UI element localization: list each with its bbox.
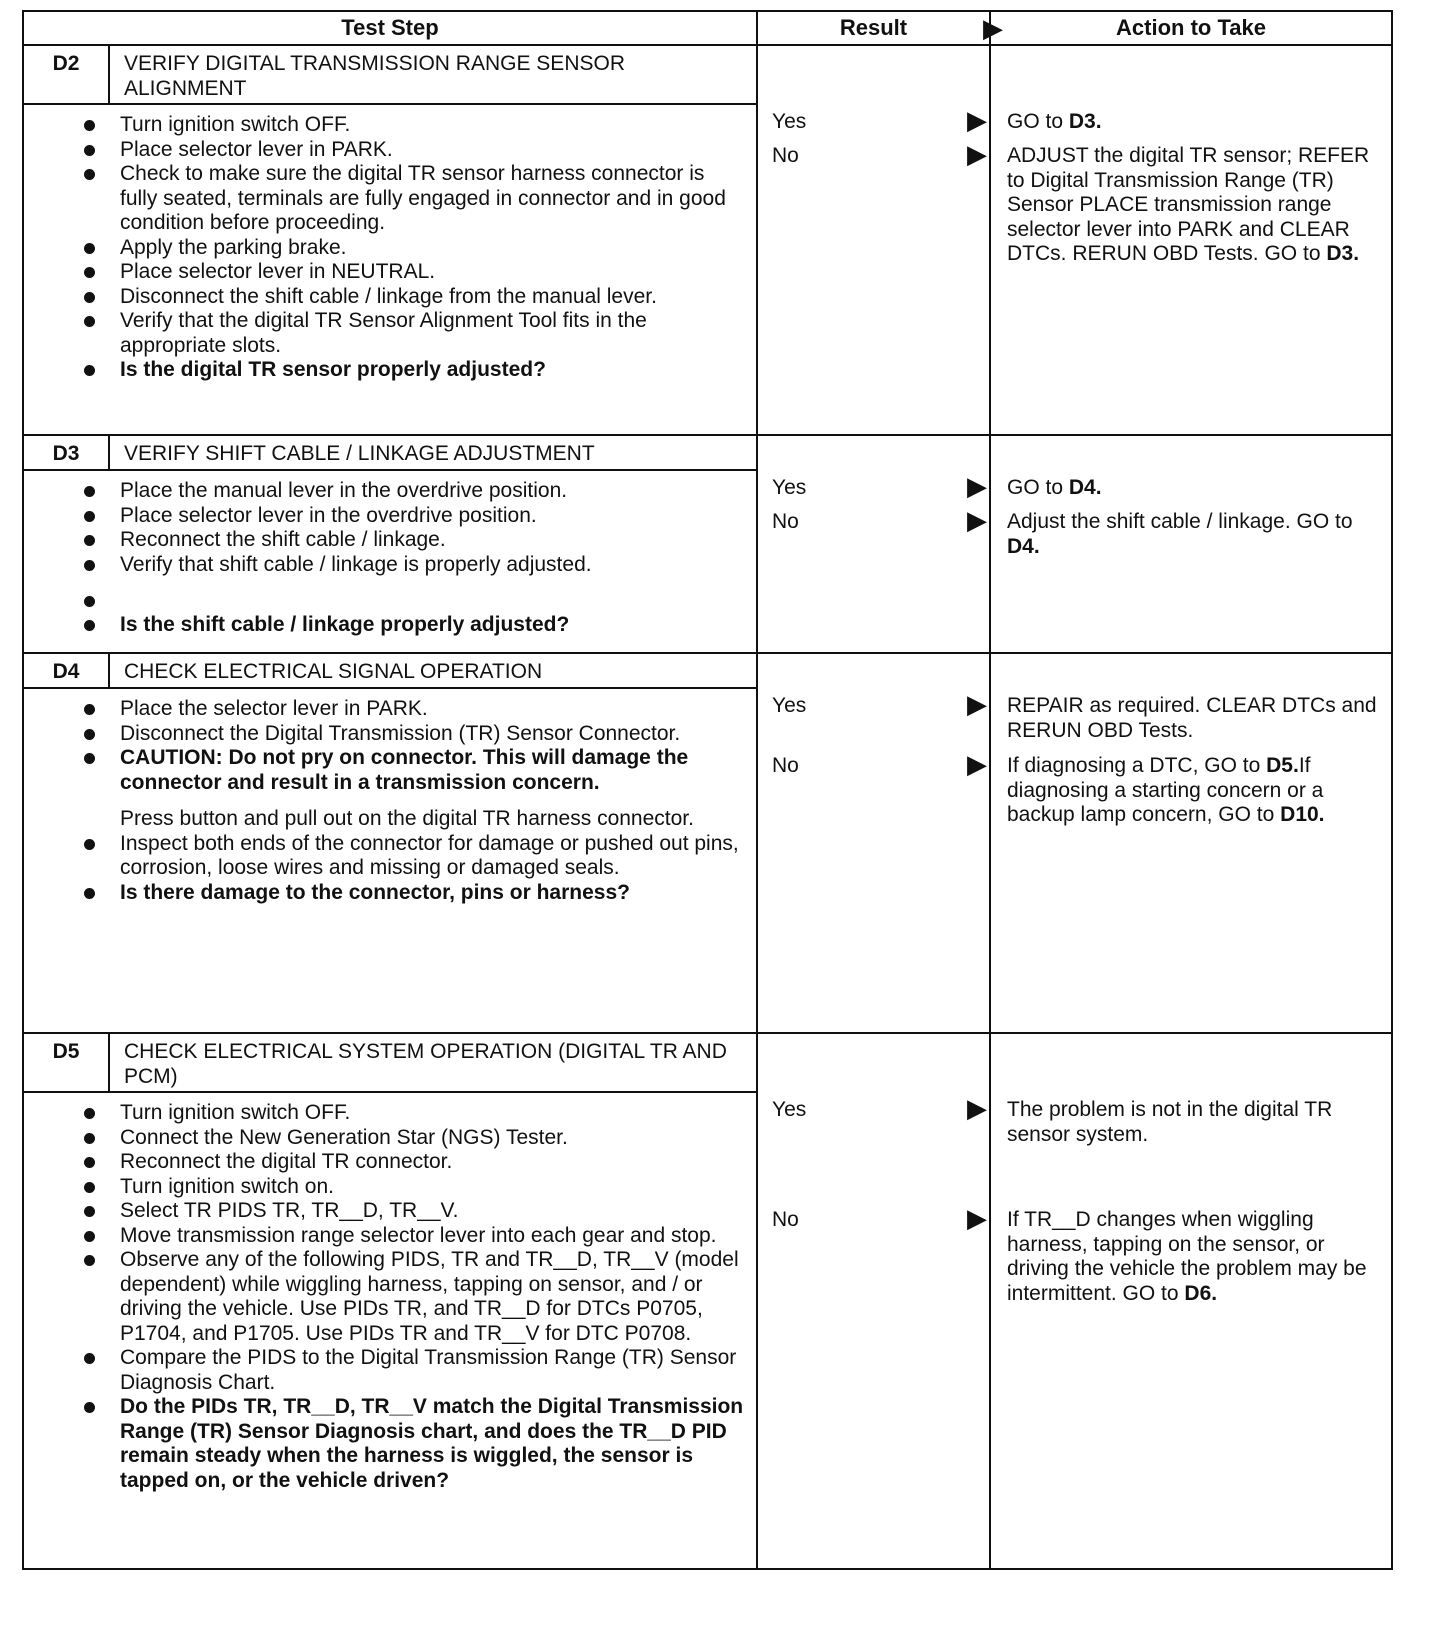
step-id: D5 [24, 1034, 110, 1091]
bullet: Place selector lever in PARK. [120, 138, 744, 163]
header-action: Action to Take [990, 11, 1392, 45]
arrow-right-icon: ▶ [967, 505, 987, 535]
bullet: Select TR PIDS TR, TR__D, TR__V. [120, 1199, 744, 1224]
action-no: Adjust the shift cable / linkage. GO to D4. [1007, 510, 1353, 558]
bullet: Turn ignition switch on. [120, 1175, 744, 1200]
step-header [24, 46, 756, 105]
action-cell [990, 1033, 1392, 1569]
action-cell [990, 435, 1392, 653]
step-title: CHECK ELECTRICAL SIGNAL OPERATION [124, 660, 543, 683]
step-id: D4 [24, 654, 110, 687]
bullet: Place the selector lever in PARK. [120, 697, 744, 722]
bullet: Observe any of the following PIDS, TR and TR__D, TR__V (model dependent) while wiggling harness, tapping on sensor, and / or driving the vehicle. Use PIDs TR, and TR__D for DTCs P0705, P1704, and P1705. Use PIDs TR and TR__V for DTC P0708. [120, 1248, 744, 1346]
bullet: Connect the New Generation Star (NGS) Tester. [120, 1126, 744, 1151]
step-id: D3 [24, 436, 110, 469]
diagnostic-table [22, 10, 1393, 1570]
bullet-empty [120, 589, 744, 613]
arrow-right-icon: ▶ [967, 689, 987, 719]
test-step-cell [23, 1033, 757, 1569]
step-id: D2 [24, 46, 110, 103]
result-no: No [772, 1208, 799, 1231]
test-step-cell [23, 435, 757, 653]
result-no: No [772, 144, 799, 167]
bullet: Check to make sure the digital TR sensor harness connector is fully seated, terminals are fully engaged in connector and in good condition before proceeding. [120, 162, 744, 236]
bullet: Inspect both ends of the connector for damage or pushed out pins, corrosion, loose wires and missing or damaged seals. [120, 832, 744, 881]
action-cell [990, 653, 1392, 1033]
step-row-d3 [23, 435, 1392, 653]
header-result [757, 11, 1003, 45]
bullet-question: Is there damage to the connector, pins or harness? [120, 881, 744, 906]
step-header [24, 1034, 756, 1093]
bullet: Move transmission range selector lever into each gear and stop. [120, 1224, 744, 1249]
action-yes: GO to D4. [1007, 476, 1102, 499]
arrow-right-icon: ▶ [967, 105, 987, 135]
test-step-cell [23, 653, 757, 1033]
result-no: No [772, 510, 799, 533]
bullet-question: Is the digital TR sensor properly adjusted? [120, 358, 744, 383]
step-bullets [24, 689, 756, 907]
header-row [23, 11, 1392, 45]
bullet-question: Do the PIDs TR, TR__D, TR__V match the Digital Transmission Range (TR) Sensor Diagnosis chart, and does the TR__D PID remain steady when the harness is wiggled, the sensor is tapped on, or the vehicle driven? [120, 1395, 744, 1493]
bullet-caution: CAUTION: Do not pry on connector. This will damage the connector and result in a transmission concern. [120, 746, 744, 795]
bullet: Apply the parking brake. [120, 236, 744, 261]
bullet-question: Is the shift cable / linkage properly adjusted? [120, 613, 744, 638]
header-test-step: Test Step [23, 11, 757, 45]
action-yes: GO to D3. [1007, 110, 1102, 133]
arrow-right-icon: ▶ [967, 1093, 987, 1123]
action-yes: The problem is not in the digital TR sensor system. [1007, 1098, 1333, 1146]
step-title: VERIFY DIGITAL TRANSMISSION RANGE SENSOR ALIGNMENT [124, 52, 625, 100]
step-header [24, 654, 756, 689]
result-cell [757, 45, 990, 435]
step-bullets [24, 105, 756, 385]
action-cell [990, 45, 1392, 435]
action-no: If TR__D changes when wiggling harness, tapping on the sensor, or driving the vehicle the problem may be intermittent. GO to D6. [1007, 1208, 1367, 1305]
bullet: Verify that shift cable / linkage is properly adjusted. [120, 553, 744, 578]
bullet: Turn ignition switch OFF. [120, 113, 744, 138]
step-row-d4 [23, 653, 1392, 1033]
step-header [24, 436, 756, 471]
result-no: No [772, 754, 799, 777]
bullet: Disconnect the Digital Transmission (TR) Sensor Connector. [120, 722, 744, 747]
bullet: Reconnect the digital TR connector. [120, 1150, 744, 1175]
result-cell [757, 1033, 990, 1569]
arrow-right-icon: ▶ [967, 471, 987, 501]
bullet: Disconnect the shift cable / linkage from the manual lever. [120, 285, 744, 310]
arrow-right-icon: ▶ [967, 1203, 987, 1233]
bullet-continuation: Press button and pull out on the digital TR harness connector. [120, 807, 694, 830]
header-result-label: Result [839, 14, 908, 40]
step-title: CHECK ELECTRICAL SYSTEM OPERATION (DIGITAL TR AND PCM) [124, 1040, 727, 1088]
result-yes: Yes [772, 1098, 807, 1121]
bullet: Place selector lever in the overdrive position. [120, 504, 744, 529]
step-title: VERIFY SHIFT CABLE / LINKAGE ADJUSTMENT [124, 442, 595, 465]
bullet: Place the manual lever in the overdrive position. [120, 479, 744, 504]
result-yes: Yes [772, 694, 807, 717]
bullet: Place selector lever in NEUTRAL. [120, 260, 744, 285]
action-no: If diagnosing a DTC, GO to D5.If diagnosing a starting concern or a backup lamp concern, GO to D10. [1007, 754, 1325, 826]
bullet: Verify that the digital TR Sensor Alignment Tool fits in the appropriate slots. [120, 309, 744, 358]
bullet: Reconnect the shift cable / linkage. [120, 528, 744, 553]
arrow-right-icon: ▶ [967, 139, 987, 169]
result-cell [757, 653, 990, 1033]
action-no: ADJUST the digital TR sensor; REFER to Digital Transmission Range (TR) Sensor PLACE transmission range selector lever into PARK and CLEAR DTCs. RERUN OBD Tests. GO to D3. [1007, 144, 1370, 265]
arrow-right-icon: ▶ [967, 749, 987, 779]
step-bullets [24, 471, 756, 640]
arrow-right-icon: ▶ [983, 13, 1003, 43]
result-yes: Yes [772, 110, 807, 133]
bullet: Turn ignition switch OFF. [120, 1101, 744, 1126]
test-step-cell [23, 45, 757, 435]
step-row-d2 [23, 45, 1392, 435]
action-yes: REPAIR as required. CLEAR DTCs and RERUN OBD Tests. [1007, 694, 1377, 742]
step-bullets [24, 1093, 756, 1495]
result-yes: Yes [772, 476, 807, 499]
step-row-d5 [23, 1033, 1392, 1569]
bullet: Compare the PIDS to the Digital Transmission Range (TR) Sensor Diagnosis Chart. [120, 1346, 744, 1395]
result-cell [757, 435, 990, 653]
